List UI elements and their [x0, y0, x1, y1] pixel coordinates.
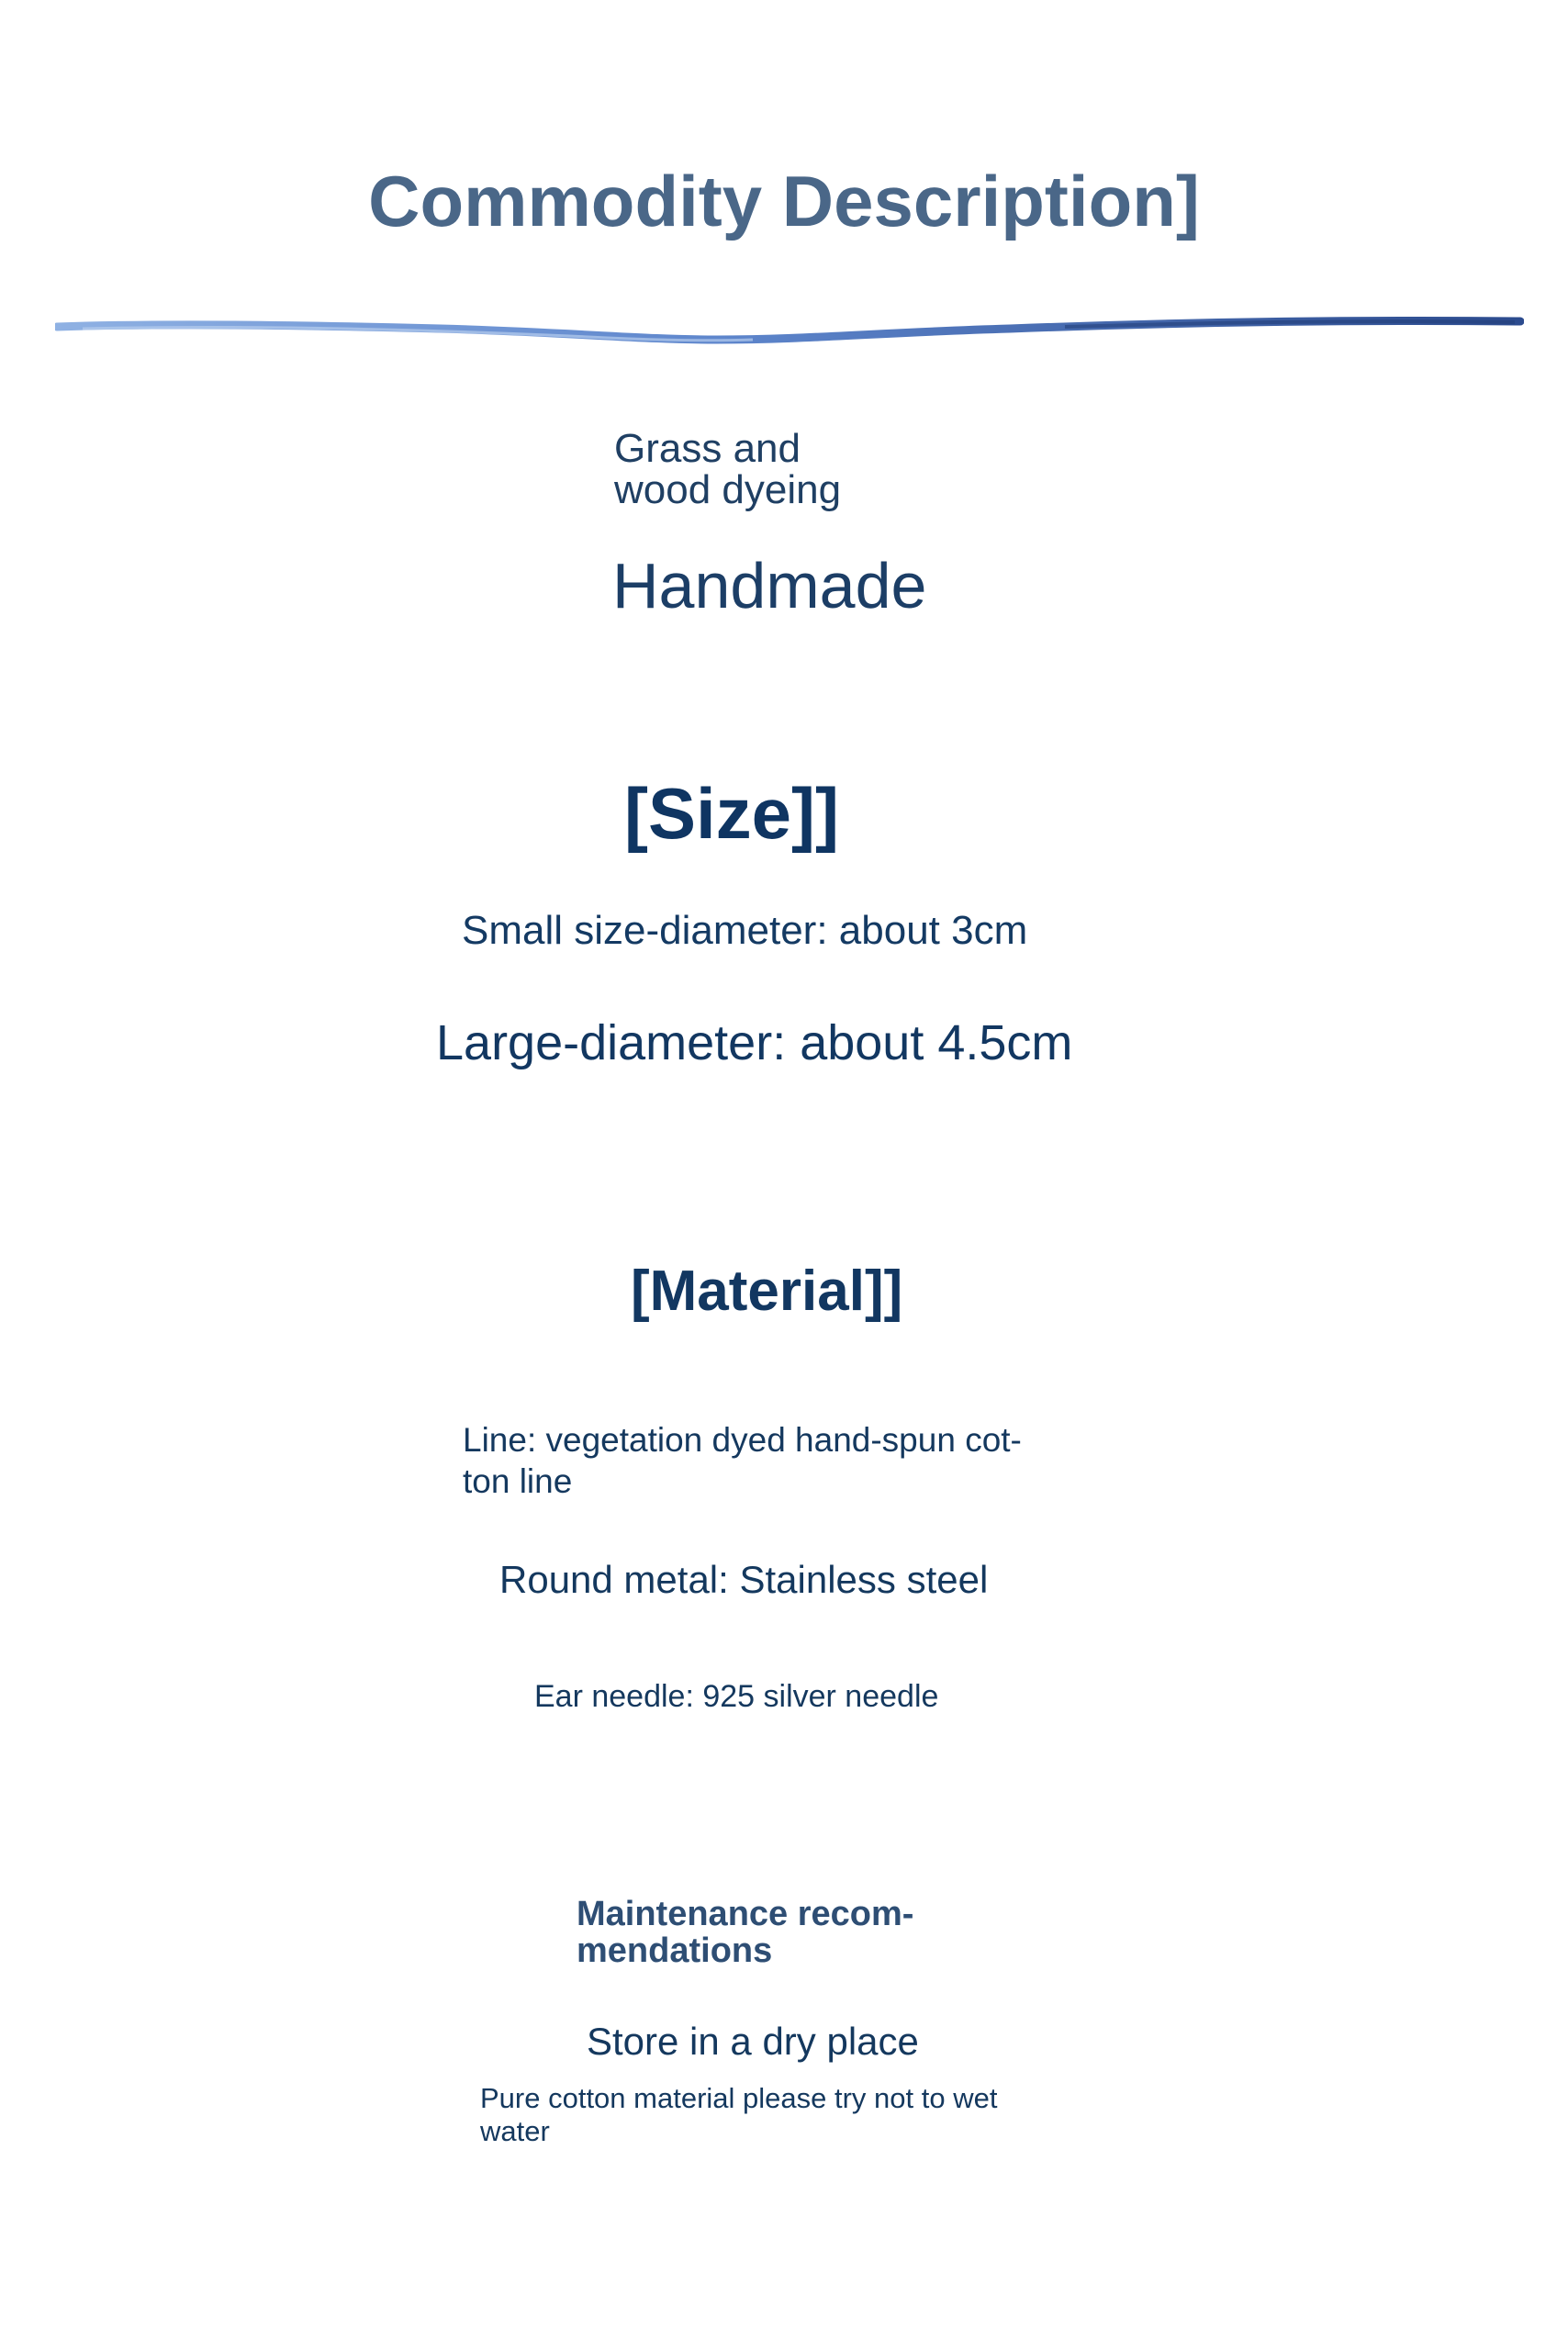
maintenance-heading: Maintenance recom-mendations [577, 1895, 914, 1970]
size-heading: [Size]] [624, 773, 839, 854]
round-metal-text: Round metal: Stainless steel [499, 1558, 989, 1601]
material-heading: [Material]] [631, 1260, 903, 1323]
large-size-text: Large-diameter: about 4.5cm [436, 1015, 1073, 1070]
handmade-text: Handmade [612, 550, 927, 621]
cotton-care-note: Pure cotton material please try not to wet water [480, 2082, 998, 2147]
store-dry-text: Store in a dry place [587, 2020, 919, 2063]
ear-needle-text: Ear needle: 925 silver needle [534, 1679, 939, 1714]
craft-line-text: Grass and wood dyeing [614, 426, 842, 513]
brush-stroke-divider [55, 312, 1524, 367]
small-size-text: Small size-diameter: about 3cm [462, 908, 1028, 953]
page-title: Commodity Description] [368, 161, 1200, 241]
line-material-text: Line: vegetation dyed hand-spun cot-ton line [463, 1421, 1022, 1501]
